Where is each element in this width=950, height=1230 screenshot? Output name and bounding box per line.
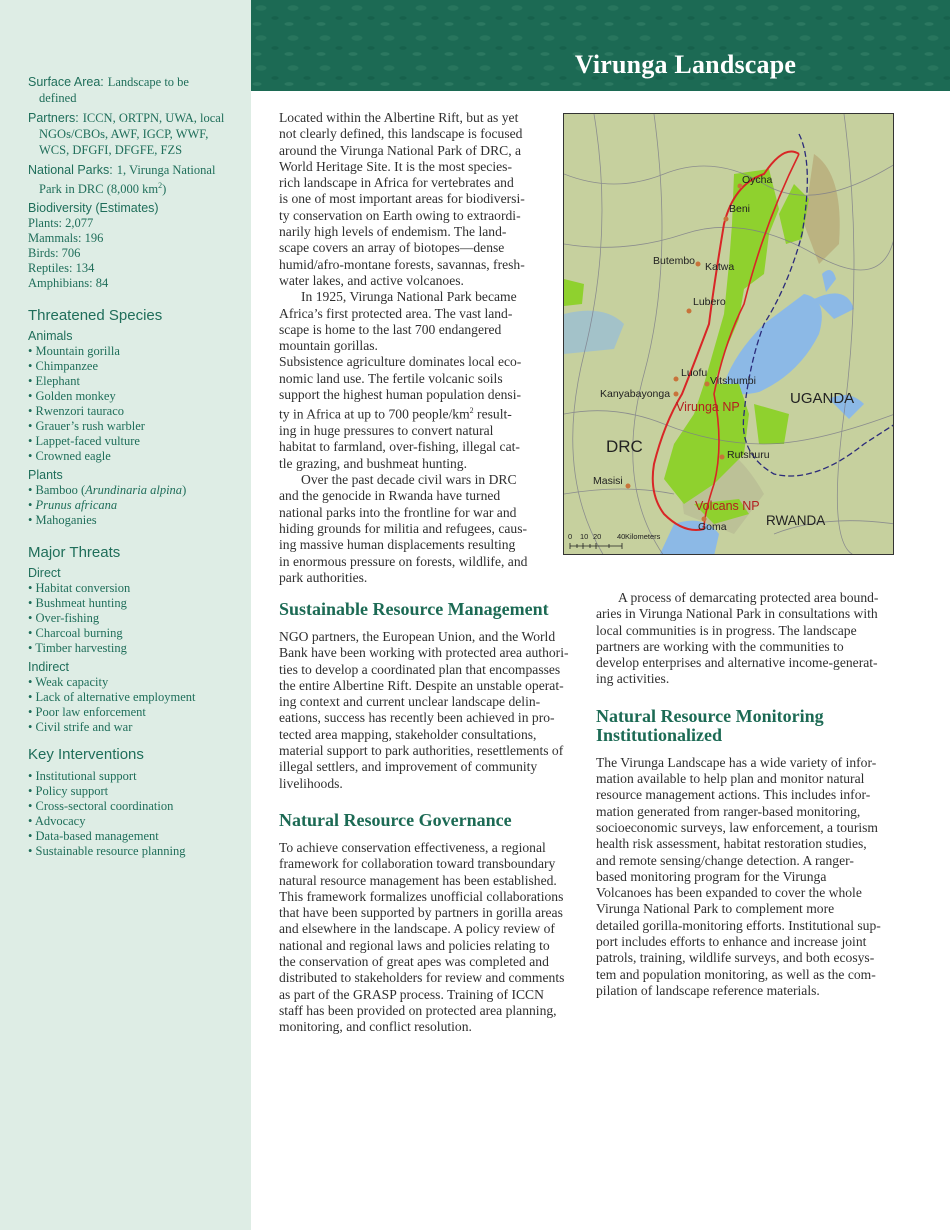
scale-tick-20: 20 [593, 532, 602, 541]
national-parks-value-a: 1, Virunga National Park in DRC (8,000 km [39, 163, 216, 197]
list-item: • Charcoal burning [28, 626, 228, 641]
text-span: result- [473, 406, 512, 422]
text-line: tected area mapping, stakeholder consultations, [279, 726, 537, 742]
list-item: • Policy support [28, 784, 228, 799]
sidebar [0, 0, 251, 1230]
park-volcans-label: Volcans NP [695, 499, 760, 513]
text-line: national parks into the frontline for war and [279, 504, 517, 520]
text-line: This framework formalizes unofficial collaborations [279, 888, 564, 904]
srm-heading: Sustainable Resource Management [279, 599, 549, 619]
text-line: support the highest human population densi- [279, 387, 522, 403]
text-line: that have been supported by partners in gorilla areas [279, 905, 563, 921]
map-svg [564, 114, 894, 555]
national-parks [28, 162, 228, 197]
text-line: Over the past decade civil wars in DRC [301, 472, 517, 488]
town-oycha: Oycha [742, 174, 773, 186]
text-line: Subsistence agriculture dominates local eco- [279, 354, 522, 370]
nrg-heading: Natural Resource Governance [279, 809, 512, 830]
town-kanyabayonga: Kanyabayonga [600, 388, 671, 400]
direct-threats-list [28, 581, 228, 656]
list-item: • Grauer’s rush warbler [28, 419, 228, 434]
list-item: • Over-fishing [28, 611, 228, 626]
intro-paragraph-2 [279, 289, 541, 354]
nrg-paragraph [279, 840, 579, 1036]
text-line: is one of most important areas for biodiversi- [279, 191, 525, 207]
text-line: habitat to farmland, over-fishing, illegal cat- [279, 439, 520, 455]
text-line: scape is home to the last 700 endangered [279, 321, 502, 337]
list-item: • Habitat conversion [28, 581, 228, 596]
country-drc: DRC [606, 437, 643, 456]
text-line: material support to park authorities, resettlements of [279, 743, 564, 759]
text-line: ties to develop a coordinated plan that encompasses [279, 661, 561, 677]
text-line: mountain gorillas. [279, 338, 378, 354]
national-parks-label: National Parks: [28, 163, 113, 177]
list-item: • Timber harvesting [28, 641, 228, 656]
text-line: and the genocide in Rwanda have turned [279, 488, 501, 504]
key-interventions-title: Key Interventions [28, 746, 144, 764]
biodiversity-amphibians: Amphibians: 84 [28, 276, 109, 291]
text-line: develop enterprises and alternative income-generat- [596, 655, 878, 671]
direct-label: Direct [28, 566, 61, 581]
text-line: Volcanoes has been expanded to cover the whole [596, 885, 862, 901]
nrm-heading-line-2: Institutionalized [596, 724, 723, 745]
animals-label: Animals [28, 329, 73, 344]
left-column [279, 600, 579, 1036]
intro-paragraph-4 [279, 472, 541, 586]
text-line: narily high levels of endemism. The land- [279, 224, 507, 240]
indirect-threats-list [28, 675, 228, 735]
text-line: To achieve conservation effectiveness, a regional [279, 839, 546, 855]
text-line: eations, success has recently been achieved in pro- [279, 710, 555, 726]
text-line: natural resource management has been established. [279, 872, 557, 888]
text-line: health risk assessment, habitat restoration studies, [596, 836, 867, 852]
text-line: scape covers an array of biotopes—dense [279, 240, 505, 256]
text-line: resource management actions. This includes infor- [596, 787, 871, 803]
partners-value: ICCN, ORTPN, UWA, local NGOs/CBOs, AWF, IGCP, WWF, WCS, DFGFI, DFGFE, FZS [39, 111, 225, 157]
text-line: park authorities. [279, 569, 368, 585]
text-line-density [279, 403, 541, 423]
text-line: illegal settlers, and improvement of community [279, 759, 538, 775]
text-line: ing massive human displacements resulting [279, 537, 516, 553]
town-vitshumbi: Vitshumbi [710, 375, 756, 387]
text-line: national and regional laws and policies relating to [279, 937, 550, 953]
text-line: partners are working with the communities to [596, 638, 844, 654]
text-line: tem and population monitoring, as well as the com- [596, 966, 876, 982]
nrm-heading [596, 707, 901, 745]
bamboo-a: Bamboo ( [35, 483, 86, 498]
text-line: A process of demarcating protected area bound- [618, 590, 879, 605]
text-line: ing in huge pressures to convert natural [279, 423, 494, 439]
text-line: local communities is in progress. The landscape [596, 622, 857, 638]
text-line: water lakes, and active volcanoes. [279, 272, 464, 288]
text-line: staff has been provided on protected area planning, [279, 1002, 557, 1018]
text-line: pilation of landscape reference materials. [596, 982, 820, 998]
page-title: Virunga Landscape [574, 50, 797, 79]
nrm-paragraph [596, 755, 901, 999]
text-line: livelihoods. [279, 775, 343, 791]
bamboo-scientific: Arundinaria alpina [85, 483, 183, 498]
scale-tick-10: 10 [580, 532, 589, 541]
list-item: • Crowned eagle [28, 449, 228, 464]
text-line: In 1925, Virunga National Park became [301, 289, 517, 305]
partners [28, 110, 228, 158]
text-line: distributed to stakeholders for review and comments [279, 970, 565, 986]
text-line: Located within the Albertine Rift, but as yet [279, 110, 519, 125]
town-luofu: Luofu [681, 367, 708, 379]
park-virunga-label: Virunga NP [676, 400, 740, 414]
landscape-map [563, 113, 894, 555]
text-line: framework for collaboration toward transboundary [279, 856, 556, 872]
sidebar-content [28, 74, 228, 859]
text-line: hiding grounds for militia and refugees, caus- [279, 520, 528, 536]
list-item: • Civil strife and war [28, 720, 228, 735]
country-uganda: UGANDA [790, 390, 855, 407]
list-item: • Poor law enforcement [28, 705, 228, 720]
text-line: around the Virunga National Park of DRC, a [279, 142, 522, 158]
town-masisi: Masisi [593, 475, 623, 487]
text-line: ing context and current unclear landscape delin- [279, 694, 541, 710]
text-line: humid/afro-montane forests, savannas, fresh- [279, 256, 525, 272]
text-line: ing activities. [596, 671, 670, 687]
text-line: based monitoring program for the Virunga [596, 868, 827, 884]
header-band [251, 0, 950, 91]
town-rutshuru: Rutshuru [727, 449, 770, 461]
surface-area-value: Landscape to be defined [39, 75, 189, 105]
text-line: mation generated from ranger-based monitoring, [596, 803, 861, 819]
text-line: patrols, training, wildlife surveys, and both ecosys- [596, 950, 875, 966]
text-line: World Heritage Site. It is the most species- [279, 158, 512, 174]
biodiversity-label: Biodiversity (Estimates) [28, 201, 159, 216]
animals-list [28, 344, 228, 464]
text-line: The Virunga Landscape has a wide variety of infor- [596, 754, 877, 770]
list-item: • Advocacy [28, 814, 228, 829]
intro-text [279, 110, 541, 586]
indirect-label: Indirect [28, 660, 69, 675]
town-butembo: Butembo [653, 255, 696, 267]
intro-paragraph-3 [279, 354, 541, 472]
list-item: • Mountain gorilla [28, 344, 228, 359]
prunus-scientific: Prunus africana [35, 498, 118, 513]
text-line: nomic land use. The fertile volcanic soils [279, 370, 503, 386]
list-item: • Lappet-faced vulture [28, 434, 228, 449]
text-line: Virunga National Park to complement more [596, 901, 835, 917]
list-item: • Lack of alternative employment [28, 690, 228, 705]
national-parks-value-b: ) [162, 182, 167, 197]
partners-label: Partners: [28, 111, 79, 125]
bamboo-b: ) [182, 483, 187, 498]
text-line: monitoring, and conflict resolution. [279, 1019, 472, 1035]
text-line: not clearly defined, this landscape is focused [279, 126, 523, 142]
text-line: rich landscape in Africa for vertebrates and [279, 175, 514, 191]
demarcation-paragraph [596, 590, 901, 688]
list-item: • Rwenzori tauraco [28, 404, 228, 419]
major-threats-title: Major Threats [28, 544, 121, 562]
plants-label: Plants [28, 468, 63, 483]
text-line: mation available to help plan and monitor natural [596, 771, 865, 787]
interventions-list [28, 769, 228, 859]
text-line: ty conservation on Earth owing to extraordi- [279, 207, 521, 223]
text-line: aries in Virunga National Park in consultations with [596, 606, 878, 622]
list-item: • Weak capacity [28, 675, 228, 690]
list-item-prunus [28, 498, 228, 513]
biodiversity-list [28, 216, 228, 291]
scale-unit: Kilometers [625, 532, 661, 541]
threatened-species-title: Threatened Species [28, 307, 163, 325]
national-parks-sup: 2 [158, 181, 163, 190]
town-goma: Goma [698, 521, 727, 533]
text-line: Africa’s first protected area. The vast land- [279, 305, 513, 321]
text-line: detailed gorilla-monitoring efforts. Institutional sup- [596, 917, 881, 933]
plants-list [28, 483, 228, 528]
country-rwanda: RWANDA [766, 513, 826, 528]
biodiversity-mammals: Mammals: 196 [28, 231, 104, 246]
nrm-heading-line-1: Natural Resource Monitoring [596, 705, 824, 726]
text-line: the conservation of great apes was completed and [279, 954, 549, 970]
text-line: port includes efforts to enhance and increase joint [596, 934, 867, 950]
list-item: • Sustainable resource planning [28, 844, 228, 859]
text-line: and elsewhere in the landscape. A policy review of [279, 921, 555, 937]
town-lubero: Lubero [693, 296, 726, 308]
list-item: • Institutional support [28, 769, 228, 784]
text-line: Bank have been working with protected area authori- [279, 645, 569, 661]
text-span: ty in Africa at up to 700 people/km [279, 406, 470, 422]
surface-area [28, 74, 228, 106]
list-item: • Data-based management [28, 829, 228, 844]
town-katwa: Katwa [705, 261, 735, 273]
text-line: as part of the GRASP process. Training of ICCN [279, 986, 544, 1002]
text-line: in enormous pressure on forests, wildlife, and [279, 553, 528, 569]
list-item-mahoganies: • Mahoganies [28, 513, 228, 528]
list-item: • Chimpanzee [28, 359, 228, 374]
biodiversity-birds: Birds: 706 [28, 246, 81, 261]
text-line: socioeconomic surveys, law enforcement, a tourism [596, 819, 878, 835]
text-line: NGO partners, the European Union, and the World [279, 629, 556, 644]
biodiversity-plants: Plants: 2,077 [28, 216, 94, 231]
text-line: and remote sensing/change detection. A ranger- [596, 852, 854, 868]
intro-paragraph-1 [279, 110, 541, 289]
surface-area-label: Surface Area: [28, 75, 104, 89]
biodiversity-reptiles: Reptiles: 134 [28, 261, 95, 276]
scale-tick-0: 0 [568, 532, 573, 541]
list-item: • Golden monkey [28, 389, 228, 404]
list-item: • Bushmeat hunting [28, 596, 228, 611]
list-item: • Cross-sectoral coordination [28, 799, 228, 814]
text-line: the entire Albertine Rift. Despite an unstable operat- [279, 677, 564, 693]
superscript: 2 [469, 406, 474, 416]
list-item-bamboo [28, 483, 228, 498]
srm-paragraph [279, 629, 579, 792]
right-column [596, 590, 901, 999]
town-beni: Beni [729, 203, 751, 215]
text-line: tle grazing, and bushmeat hunting. [279, 455, 468, 471]
list-item: • Elephant [28, 374, 228, 389]
scale-tick-40: 40 [617, 532, 626, 541]
